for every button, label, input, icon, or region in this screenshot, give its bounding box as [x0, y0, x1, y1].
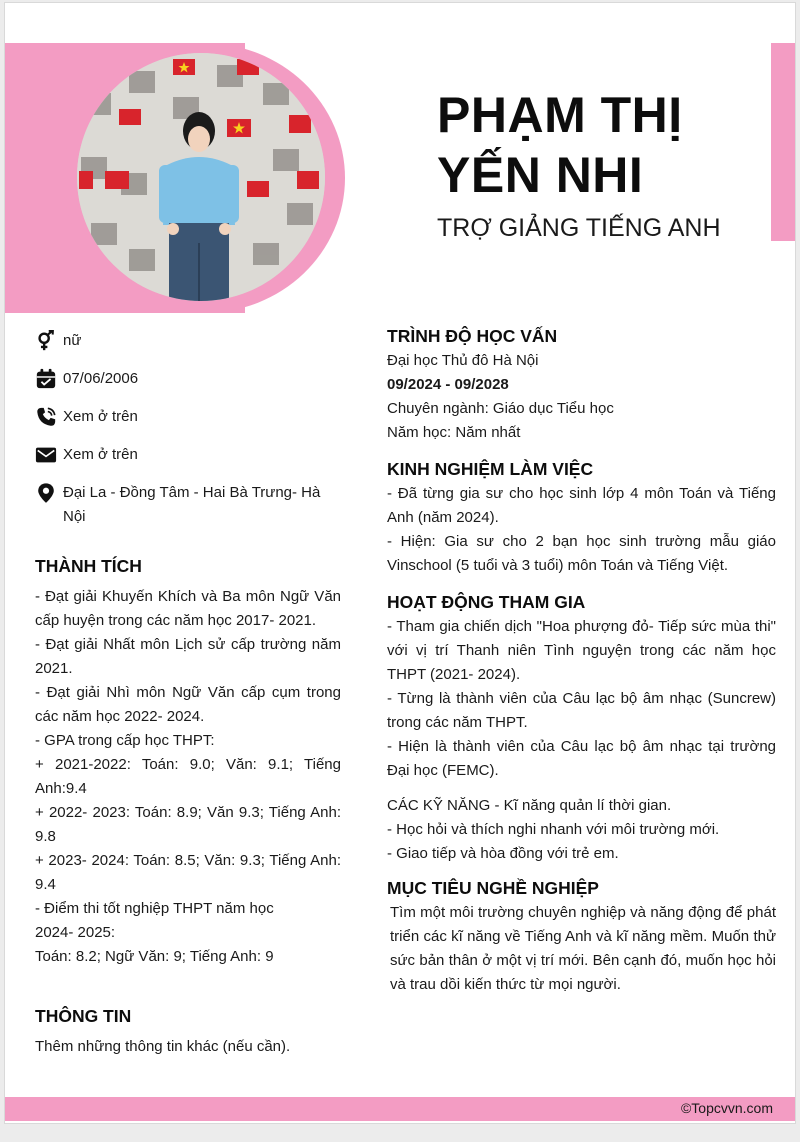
- experience-title: KINH NGHIỆM LÀM VIỆC: [387, 459, 594, 479]
- achievement-line: - Đạt giải Nhì môn Ngữ Văn cấp cụm trong các năm học 2022- 2024.: [35, 684, 341, 725]
- header-accent-bar: [771, 43, 795, 241]
- education-title: TRÌNH ĐỘ HỌC VẤN: [387, 326, 558, 346]
- skills-section: [387, 794, 776, 866]
- skill-line: CÁC KỸ NĂNG - Kĩ năng quản lí thời gian.: [387, 797, 672, 814]
- contact-birthday: [35, 367, 345, 391]
- achievements-title: THÀNH TÍCH: [35, 556, 142, 576]
- achievement-line: - Đạt giải Khuyến Khích và Ba môn Ngữ Văn cấp huyện trong các năm học 2017- 2021.: [35, 588, 341, 629]
- info-section: [35, 1003, 341, 1059]
- skill-line: - Giao tiếp và hòa đồng với trẻ em.: [387, 845, 619, 862]
- experience-line: - Đã từng gia sư cho học sinh lớp 4 môn Toán và Tiếng Anh (năm 2024).: [387, 485, 776, 526]
- education-period: 09/2024 - 09/2028: [387, 376, 509, 393]
- achievement-line: 2024- 2025:: [35, 924, 116, 941]
- achievement-line: + 2023- 2024: Toán: 8.5; Văn: 9.3; Tiếng Anh: 9.4: [35, 852, 341, 893]
- objective-text: Tìm một môi trường chuyên nghiệp và năng động để phát triển các kĩ năng về Tiếng Anh và kĩ năng mềm. Muốn thử sức bản thân ở một vị trí mới. Bên cạnh đó, muốn học hỏi và trau dồi kiến thức từ mọi người.: [390, 904, 776, 993]
- cv-page: [4, 2, 796, 1124]
- birthday-value: 07/06/2006: [63, 370, 139, 387]
- contact-gender: [35, 329, 345, 353]
- footer-brand-link[interactable]: ©Topcvvn.com: [680, 1100, 773, 1116]
- gender-icon: [35, 330, 57, 352]
- address-value: Đại La - Đồng Tâm - Hai Bà Trưng- Hà Nội: [63, 484, 321, 525]
- achievement-line: - GPA trong cấp học THPT:: [35, 732, 215, 749]
- phone-value: Xem ở trên: [63, 408, 138, 425]
- education-school: Đại học Thủ đô Hà Nội: [387, 352, 539, 369]
- achievement-line: - Đạt giải Nhất môn Lịch sử cấp trường năm 2021.: [35, 636, 341, 677]
- objective-section: [387, 875, 776, 997]
- contact-email: [35, 443, 345, 467]
- candidate-role: TRỢ GIẢNG TIẾNG ANH: [437, 214, 721, 242]
- activities-title: HOẠT ĐỘNG THAM GIA: [387, 592, 586, 612]
- contact-phone: [35, 405, 345, 429]
- location-pin-icon: [35, 482, 57, 504]
- name-line-1: PHẠM THỊ: [437, 87, 683, 143]
- email-value: Xem ở trên: [63, 446, 138, 463]
- objective-title: MỤC TIÊU NGHỀ NGHIỆP: [387, 878, 599, 898]
- achievement-line: + 2022- 2023: Toán: 8.9; Văn 9.3; Tiếng Anh: 9.8: [35, 804, 341, 845]
- calendar-icon: [35, 368, 57, 390]
- achievement-line: + 2021-2022: Toán: 9.0; Văn: 9.1; Tiếng Anh:9.4: [35, 756, 341, 797]
- activity-line: - Tham gia chiến dịch "Hoa phượng đỏ- Tiếp sức mùa thi" với vị trí Thanh niên Tình nguyện trong các năm học THPT (2021- 2024).: [387, 618, 776, 683]
- experience-section: [387, 456, 776, 578]
- activities-section: [387, 589, 776, 783]
- candidate-name: [437, 85, 757, 205]
- achievement-line: - Điểm thi tốt nghiệp THPT năm học: [35, 900, 274, 917]
- activity-line: - Từng là thành viên của Câu lạc bộ âm nhạc (Suncrew) trong các năm THPT.: [387, 690, 776, 731]
- footer-bar: [5, 1097, 796, 1121]
- skill-line: - Học hỏi và thích nghi nhanh với môi trường mới.: [387, 821, 720, 838]
- contact-list: [35, 329, 345, 543]
- achievement-line: Toán: 8.2; Ngữ Văn: 9; Tiếng Anh: 9: [35, 948, 274, 965]
- envelope-icon: [35, 444, 57, 466]
- info-text: Thêm những thông tin khác (nếu cần).: [35, 1038, 291, 1055]
- contact-address: [35, 481, 345, 529]
- phone-icon: [35, 406, 57, 428]
- gender-value: nữ: [63, 332, 82, 349]
- profile-photo-illustration: [77, 53, 325, 301]
- info-title: THÔNG TIN: [35, 1006, 132, 1026]
- education-year: Năm học: Năm nhất: [387, 424, 521, 441]
- profile-photo: [77, 53, 325, 301]
- education-major: Chuyên ngành: Giáo dục Tiểu học: [387, 400, 614, 417]
- education-section: [387, 323, 776, 445]
- achievements-section: [35, 553, 341, 969]
- experience-line: - Hiện: Gia sư cho 2 bạn học sinh trường mẫu giáo Vinschool (5 tuổi và 3 tuổi) môn Toán và Tiếng Việt.: [387, 533, 776, 574]
- name-line-2: YẾN NHI: [437, 147, 644, 203]
- activity-line: - Hiện là thành viên của Câu lạc bộ âm nhạc tại trường Đại học (FEMC).: [387, 738, 776, 779]
